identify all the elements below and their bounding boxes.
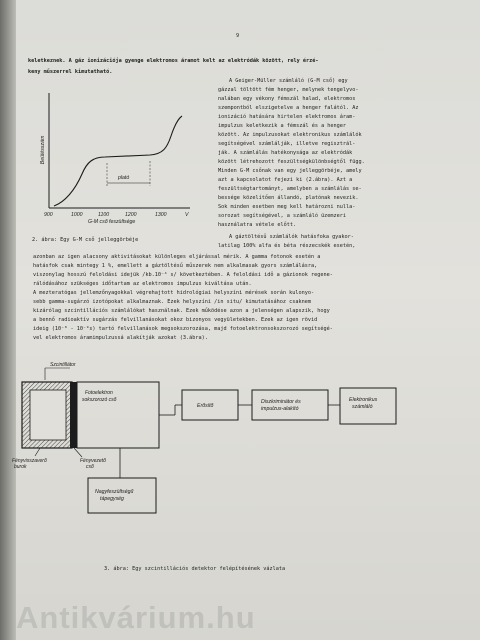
x-tick-label: 1000 [71,212,83,218]
x-tick-labels [44,212,189,218]
detector-block-diagram [10,360,420,560]
diagram-label: burok [14,464,27,470]
scanned-page: 9 keletkeznek. A gáz ionizációja gyenge elektromos áramot kelt az elektródák között, rely érzé- keny műszerrel kimutatható. plató Beütésszám 900 1000 1100 1200 1300 V G-M cső feszültsége 2. ábra: Egy G-M cső jelleggörbéje A Geiger-Müller számláló (G-M cső) egy gázzal töltött fém henger, melynek tengelyvo- nalában egy vékony fémszál halad, elektromos szempontból elszigetelve a henger falától. Az ionizáció hatására hirtelen elektromos áram- impulzus keletkezik a fémszál és a henger között. Az impulzusokat elektronikus számlálók segítségével számlálják, illetve regisztrál- ják. A számlálás hatékonysága az elektródák között létrehozott feszültségkülönbségtől függ. Minden G-M csőnak van egy jelleggörbéje, amely azt a kapcsolatot fejezi ki (2.ábra). Azt a feszültségtartományt, amelyben a számlálás se- bessége közelítően állandó, platónak nevezik. Sok minden esetben meg kell határozni nulla- sorozat segítségével, a számláló üzemzeri használatra vétele előtt. A gáztöltésű számlálók hatásfoka gyakor- latilag 100% alfa és béta részecskék esetén, azonban az igen alacsony aktivitásokat különleges eljárással mérik. A gamma fotonok esetén a hatásfok csak mintegy 1 %, emellett a gáztöltésű műszerek nem alkalmasak gyors számlálásra, viszonylag hosszú feloldási idejük /kb.10⁻⁴ s/ következtében. A feloldási idő a gázionok regene- rálódásához szükséges időtartam az elektromos impulzus kiváltása után. A mezteratógas jellemzőnyagokkal végrehajtott hidrológiai helyszíni mérések során kulonyo- sebb gamma-sugárzó izotópokat alkalmaznak. Ezek helyszíni /in situ/ kimutatásához csaknem kizárólag szcintillációs számlálókat használnak. Ezek működése azon a jelenségen alapszik, hogy a bennő radioaktív sugárzás felvillanásokat okoz bizonyos vegyületekben. Ezek az igen rövid ideig (10⁻⁸ - 10⁻⁹s) tartó felvillanások megsokszorozása, majd fotoelektronsokszorozó segítségé- vel elektromos áramimpulzussá alakítják azokat (3.ábra). Szcintillátor Fotoelektron sokszorozó cső Fényvisszaverő burok Fényvezető cső Erősítő Diszkriminátor és impulzus-alakító Elektronikus számláló Nagyfeszültségű tápegység 3. ábra: Egy szcintillációs detektor felépítésének vázlata Antikvárium.hu [0,0,480,640]
plateau-label: plató [118,175,130,181]
x-axis-label: G-M cső feszültsége [88,219,136,225]
diagram-label: sokszorozó cső [82,397,117,403]
y-axis-label: Beütésszám [40,135,46,165]
diagram-label: Fotoelektron [85,390,113,396]
x-tick-label: 900 [44,212,53,218]
text-line: keny műszerrel kimutatható. [28,69,113,75]
diagram-label: Szcintillátor [50,362,76,368]
x-tick-label: V [185,212,189,218]
figure-caption: 3. ábra: Egy szcintillációs detektor felépítésének vázlata [104,566,286,572]
diagram-label: Nagyfeszültségű [95,489,134,495]
page-number: 9 [236,33,240,39]
diagram-label: tápegység [100,496,124,502]
x-tick-label: 1300 [155,212,167,218]
curve [54,116,182,206]
text-line: keletkeznek. A gáz ionizációja gyenge elektromos áramot kelt az elektródák között, rely érzé- [28,58,319,64]
scintillator-block [22,382,77,448]
x-tick-label: 1100 [98,212,110,218]
diagram-label: Erősítő [197,403,214,409]
x-tick-label: 1200 [125,212,137,218]
figure-caption: 2. ábra: Egy G-M cső jelleggörbéje [32,237,139,243]
diagram-label: számláló [352,404,373,410]
diagram-label: cső [86,464,94,470]
gm-characteristic-graph [30,88,205,228]
watermark-text: Antikvárium.hu [16,600,256,635]
diagram-label: Fényvezető [80,458,106,464]
photocathode [70,382,77,448]
diagram-label: Fényvisszaverő [12,458,47,464]
discriminator-box [252,390,328,420]
diagram-label: Elektronikus [349,397,378,403]
diagram-label: impulzus-alakító [261,406,299,412]
diagram-label: Diszkriminátor és [261,399,301,405]
